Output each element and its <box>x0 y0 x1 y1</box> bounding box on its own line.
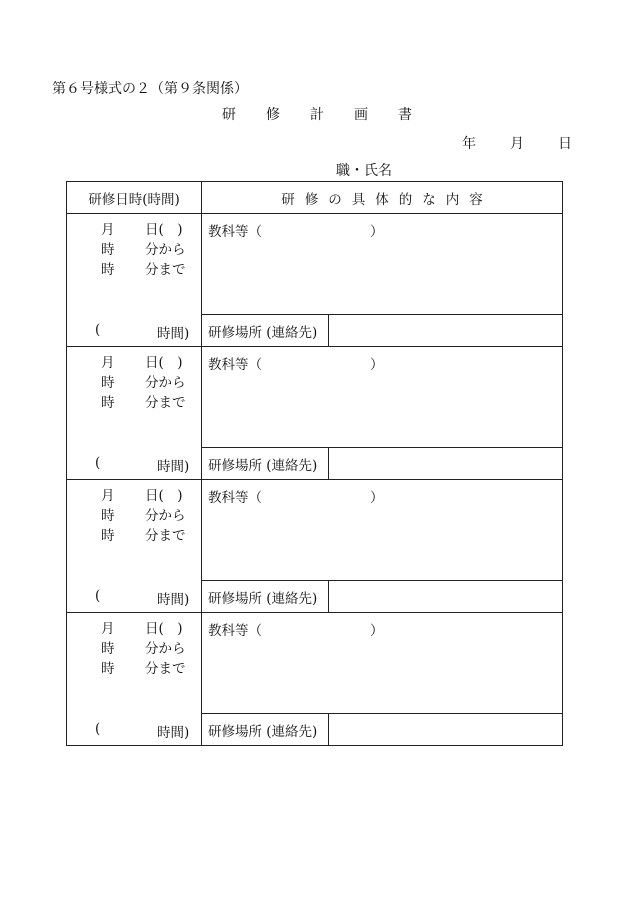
form-number: 第６号様式の２（第９条関係） <box>52 81 248 97</box>
hour-to-label: 時 <box>101 395 115 411</box>
training-plan-table <box>66 181 563 746</box>
minute-from-label: 分から <box>145 375 186 391</box>
year-label: 年 <box>462 136 476 152</box>
time-cell <box>67 613 202 746</box>
minute-to-label: 分まで <box>145 395 186 411</box>
table-header-row <box>67 182 563 214</box>
hours-label: 時間) <box>157 459 190 475</box>
month-label: 月 <box>101 621 115 637</box>
minute-to-label: 分まで <box>145 661 186 677</box>
day-label: 日( ) <box>145 488 183 504</box>
minute-to-label: 分まで <box>145 528 186 544</box>
hour-from-label: 時 <box>101 641 115 657</box>
title-char: 書 <box>398 107 412 123</box>
title-char: 計 <box>310 107 324 123</box>
day-label: 日( ) <box>145 355 183 371</box>
time-cell <box>67 480 202 613</box>
month-label: 月 <box>510 136 524 152</box>
course-label: 教科等（ ） <box>208 357 384 373</box>
table-row <box>67 214 563 315</box>
table-row <box>67 347 563 448</box>
title-char: 画 <box>354 107 368 123</box>
place-value-field[interactable] <box>329 581 563 613</box>
course-cell[interactable] <box>202 347 563 448</box>
place-label: 研修場所 (連絡先) <box>202 581 329 613</box>
month-label: 月 <box>101 355 115 371</box>
hours-label: 時間) <box>157 592 190 608</box>
hours-label: 時間) <box>157 326 190 342</box>
header-content: 研修の具体的な内容 <box>202 182 563 214</box>
minute-from-label: 分から <box>145 641 186 657</box>
minute-to-label: 分まで <box>145 262 186 278</box>
hours-label: 時間) <box>157 725 190 741</box>
minute-from-label: 分から <box>145 508 186 524</box>
course-cell[interactable] <box>202 480 563 581</box>
place-label: 研修場所 (連絡先) <box>202 448 329 480</box>
name-label: 職・氏名 <box>336 163 392 179</box>
hour-to-label: 時 <box>101 262 115 278</box>
month-label: 月 <box>101 488 115 504</box>
hours-open-paren: ( <box>95 455 101 471</box>
course-cell[interactable] <box>202 214 563 315</box>
course-label: 教科等（ ） <box>208 224 384 240</box>
place-label: 研修場所 (連絡先) <box>202 714 329 746</box>
hours-open-paren: ( <box>95 588 101 604</box>
course-label: 教科等（ ） <box>208 623 384 639</box>
hour-from-label: 時 <box>101 508 115 524</box>
time-cell <box>67 214 202 347</box>
hours-open-paren: ( <box>95 322 101 338</box>
month-label: 月 <box>101 222 115 238</box>
document-title <box>222 104 442 124</box>
place-label: 研修場所 (連絡先) <box>202 315 329 347</box>
course-cell[interactable] <box>202 613 563 714</box>
header-time: 研修日時(時間) <box>67 182 202 214</box>
hour-to-label: 時 <box>101 661 115 677</box>
time-cell <box>67 347 202 480</box>
date-line <box>462 133 572 153</box>
title-char: 研 <box>222 107 236 123</box>
place-value-field[interactable] <box>329 448 563 480</box>
course-label: 教科等（ ） <box>208 490 384 506</box>
day-label: 日 <box>558 136 572 152</box>
hour-to-label: 時 <box>101 528 115 544</box>
hour-from-label: 時 <box>101 242 115 258</box>
table-row <box>67 613 563 714</box>
hours-open-paren: ( <box>95 721 101 737</box>
place-value-field[interactable] <box>329 315 563 347</box>
hour-from-label: 時 <box>101 375 115 391</box>
day-label: 日( ) <box>145 621 183 637</box>
title-char: 修 <box>266 107 280 123</box>
minute-from-label: 分から <box>145 242 186 258</box>
table-row <box>67 480 563 581</box>
day-label: 日( ) <box>145 222 183 238</box>
place-value-field[interactable] <box>329 714 563 746</box>
